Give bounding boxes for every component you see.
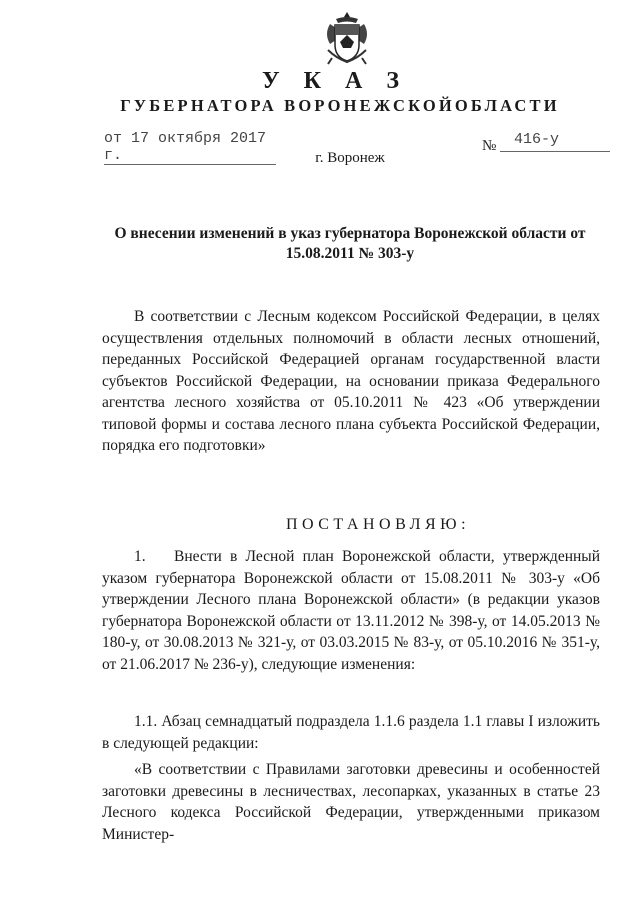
item-1-1-text: 1.1. Абзац семнадцатый подраздела 1.1.6 раздела 1.1 главы I изложить в следующей редакции: (102, 713, 600, 752)
item-1-paragraph (102, 546, 600, 675)
document-title: У К А З (261, 68, 408, 94)
item-1-text: Внести в Лесной план Воронежской области, утвержденный указом губернатора Воронежской области от 15.08.2011 № 303-у «Об утверждении Лесного плана Воронежской области» (в редакции указов губернатора Воронежской области от 13.11.2012 № 398-у, от 14.05.2013 № 180-у, от 30.08.2013 № 321-у, от 03.03.2015 № 83-у, от 05.10.2016 № 351-у, от 21.06.2017 № 236-у), следующие изменения: (102, 548, 600, 673)
item-1-number: 1. (134, 548, 146, 565)
date-text: от 17 октября 2017 г. (104, 130, 267, 164)
decree-heading: О внесении изменений в указ губернатора Воронежской области от 15.08.2011 № 303-у (114, 225, 586, 262)
quote-text: «В соответствии с Правилами заготовки древесины и особенностей заготовки древесины в лесничествах, лесопарках, указанных в статье 23 Лесного кодекса Российской Федерации, утвержденными приказом Министер- (102, 761, 600, 843)
coat-of-arms-emblem (322, 10, 372, 68)
number-label: № (482, 138, 497, 154)
preamble-text: В соответствии с Лесным кодексом Российской Федерации, в целях осуществления отдельных полномочий в области лесных отношений, переданных Российской Федерацией органам государственной власти субъектов Российской Федерации, на основании приказа Федерального агентства лесного хозяйства от 05.10.2011 № 423 «Об утверждении типовой формы и состава лесного плана субъекта Российской Федерации, порядка его подготовки» (102, 308, 600, 454)
resolve-heading: ПОСТАНОВЛЯЮ: (285, 516, 471, 533)
quote-paragraph (102, 759, 600, 845)
document-subtitle: ГУБЕРНАТОРА ВОРОНЕЖСКОЙОБЛАСТИ (120, 96, 560, 115)
item-1-1-paragraph (102, 711, 600, 754)
number-field (500, 130, 610, 150)
number-value: 416-у (514, 131, 560, 148)
city: г. Воронеж (315, 150, 385, 166)
preamble-paragraph (102, 306, 600, 457)
